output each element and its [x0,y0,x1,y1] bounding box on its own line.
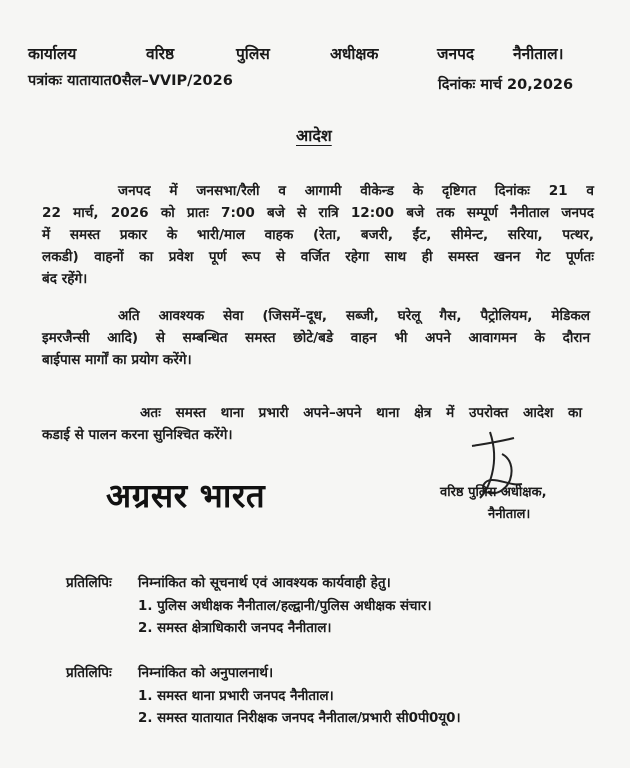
copy1-label: प्रतिलिपिः [66,575,112,591]
watermark-text: अग्रसर भारत [106,476,266,515]
header-police: पुलिस [236,45,270,63]
copy1-text: निम्नांकित को सूचनार्थ एवं आवश्यक कार्यवाही हेतु। [138,575,391,591]
header-city: नैनीताल। [513,45,564,63]
paragraph-line: जनपद में जनसभा/रैली व आगामी वीकेन्ड के दृष्टिगत दिनांकः 21 व [118,183,594,199]
letter-number: पत्रांकः यातायात0सैल–VVIP/2026 [28,73,233,89]
paragraph-line: अति आवश्यक सेवा (जिसमें–दूध, सब्जी, घरेलू गैस, पैट्रोलियम, मेडिकल [118,308,590,324]
signature-place: नैनीताल। [488,507,531,522]
copy2-item-1: 1. समस्त थाना प्रभारी जनपद नैनीताल। [138,689,334,704]
header-office: कार्यालय [28,45,77,63]
paragraph-line: लकडी) वाहनों का प्रवेश पूर्ण रूप से वर्जित रहेगा साथ ही समस्त खनन गेट पूर्णतः [42,249,594,265]
header-senior: वरिष्ठ [146,45,175,63]
paragraph-line: इमरजैन्सी आदि) से सम्बन्धित समस्त छोटे/बडे वाहन भी अपने आवागमन के दौरान [42,330,590,346]
paragraph-line: बंद रहेंगे। [42,271,88,287]
copy2-text: निम्नांकित को अनुपालनार्थ। [138,665,274,681]
paragraph-line: कडाई से पालन करना सुनिश्चित करेंगे। [42,427,233,443]
copy2-item-2: 2. समस्त यातायात निरीक्षक जनपद नैनीताल/प्रभारी सी0पी0यू0। [138,711,461,726]
signature-designation: वरिष्ठ पुलिस अधीक्षक, [440,485,547,500]
order-paragraph-2 [42,305,590,371]
order-title: आदेश [296,126,332,145]
header-superintendent: अधीक्षक [330,45,379,63]
signature-icon [462,424,542,514]
paragraph-line: में समस्त प्रकार के भारी/माल वाहक (रेता, बजरी, ईंट, सीमेन्ट, सरिया, पत्थर, [42,227,594,243]
copy1-item-1: 1. पुलिस अधीक्षक नैनीताल/हल्द्वानी/पुलिस अधीक्षक संचार। [138,599,432,614]
copy2-label: प्रतिलिपिः [66,665,112,681]
paragraph-line: अतः समस्त थाना प्रभारी अपने–अपने थाना क्षेत्र में उपरोक्त आदेश का [140,405,582,421]
order-paragraph-1 [42,180,594,290]
letter-date: दिनांकः मार्च 20,2026 [438,77,574,93]
copy1-item-2: 2. समस्त क्षेत्राधिकारी जनपद नैनीताल। [138,621,332,636]
paragraph-line: 22 मार्च, 2026 को प्रातः 7:00 बजे से रात्रि 12:00 बजे तक सम्पूर्ण नैनीताल जनपद [42,205,594,221]
header-district: जनपद [437,45,475,63]
paragraph-line: बाईपास मार्गों का प्रयोग करेंगे। [42,352,192,368]
